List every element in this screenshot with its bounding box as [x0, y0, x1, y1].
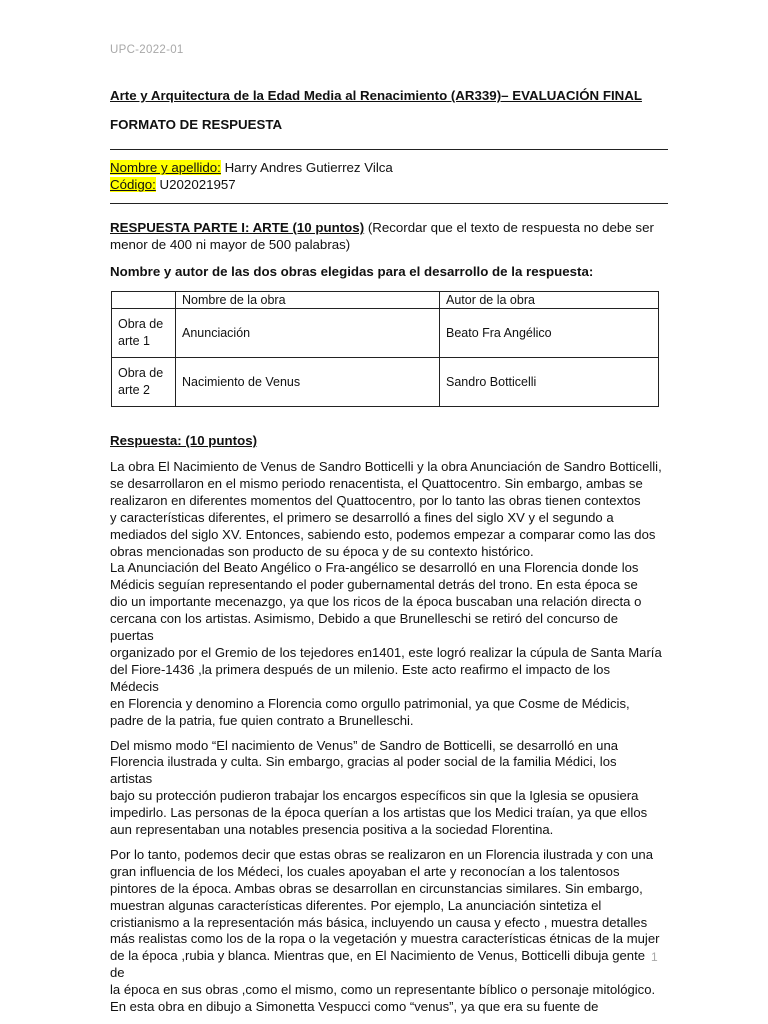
row-label — [112, 358, 176, 407]
work-author: Sandro Botticelli — [440, 358, 659, 407]
code-value: U202021957 — [155, 177, 236, 192]
paragraph: La obra El Nacimiento de Venus de Sandro Botticelli y la obra Anunciación de Sandro Botticelli, se desarrollaron en el mismo periodo renacentista, el Quattocentro. Sin embargo, ambas se realizaron en diferentes momentos del Quattocentro, por lo tanto las obras tienen contextos y características diferentes, el primero se desarrolló a fines del siglo XV y el segundo a mediados del siglo XV. Entonces, sabiendo esto, podemos empezar a comparar como las dos obras mencionadas son producto de su época y de su contexto histórico. — [110, 459, 662, 559]
student-code-line — [110, 176, 393, 193]
table-row — [112, 309, 659, 358]
row-label-line: arte 1 — [118, 334, 150, 348]
paragraph: La Anunciación del Beato Angélico o Fra-angélico se desarrolló en una Florencia donde los Médicis seguían representando el poder gubernamental detrás del trono. En esta época se dio un importante mecenazgo, ya que los ricos de la época buscaban una relación directa o cercana con los artistas. Asimismo, Debido a que Brunelleschi se retiró del concurso de puertas organizado por el Gremio de los tejedores en1401, este logró realizar la cúpula de Santa María del Fiore-1436 ,la primera después de un milenio. Este acto reafirmo el impacto de los Médecis en Florencia y denomino a Florencia como orgullo patrimonial, ya que Cosme de Médicis, padre de la patria, fue quien contrato a Brunelleschi. — [110, 560, 662, 728]
student-info — [110, 159, 393, 193]
paragraph: Por lo tanto, podemos decir que estas obras se realizaron en un Florencia ilustrada y con una gran influencia de los Médeci, los cuales apoyaban el arte y reconocían a los talentosos pintores de la época. Ambas obras se desarrollan en circunstancias similares. Sin embargo, muestran algunas características diferentes. Por ejemplo, La anunciación sintetiza el cristianismo a la representación más básica, incluyendo un causa y efecto , muestra detalles más realistas como los de la ropa o la vegetación y muestra características étnicas de la mujer de la época ,rubia y blanca. Mientras que, en El Nacimiento de Venus, Botticelli dibuja gente de la época en sus obras ,como el mismo, como un representante bíblico o personaje mitológico. En esta obra en dibujo a Simonetta Vespucci como “venus”, ya que era su fuente de — [110, 846, 660, 1015]
part1-note: (Recordar que el texto de respuesta no debe ser menor de 400 ni mayor de 500 palabras) — [110, 220, 654, 252]
divider-top — [110, 149, 668, 150]
work-author: Beato Fra Angélico — [440, 309, 659, 358]
row-label-line: Obra de — [118, 366, 164, 380]
works-table — [111, 291, 659, 407]
name-label: Nombre y apellido: — [110, 160, 221, 175]
paragraph: Del mismo modo “El nacimiento de Venus” de Sandro de Botticelli, se desarrolló en una Florencia ilustrada y culta. Sin embargo, gracias al poder social de la familia Médici, los artistas bajo su protección pudieron trabajar los encargos específicos sin que la Iglesia se opusiera impedirlo. Las personas de la época querían a los artistas que los Medici traían, ya que ellos aun representaban una notables presencia positiva a la sociedad Florentina. — [110, 737, 648, 838]
table-header-cell: Autor de la obra — [440, 292, 659, 309]
works-label: Nombre y autor de las dos obras elegidas para el desarrollo de la respuesta: — [110, 264, 594, 279]
student-name-line — [110, 159, 393, 176]
header-code: UPC-2022-01 — [110, 44, 184, 56]
part1-heading — [110, 219, 670, 253]
table-header-cell — [112, 292, 176, 309]
response-body — [110, 459, 662, 1024]
page-number: 1 — [651, 950, 658, 964]
row-label-line: Obra de — [118, 317, 164, 331]
work-name: Nacimiento de Venus — [176, 358, 440, 407]
part1-title: RESPUESTA PARTE I: ARTE (10 puntos) — [110, 220, 365, 235]
row-label — [112, 309, 176, 358]
row-label-line: arte 2 — [118, 383, 150, 397]
document-title: Arte y Arquitectura de la Edad Media al Renacimiento (AR339)– EVALUACIÓN FINAL — [110, 88, 642, 103]
document-subtitle: FORMATO DE RESPUESTA — [110, 117, 283, 132]
table-row — [112, 358, 659, 407]
table-header-row — [112, 292, 659, 309]
divider-bottom — [110, 203, 668, 204]
response-heading: Respuesta: (10 puntos) — [110, 433, 258, 448]
code-label: Código: — [110, 177, 156, 192]
name-value: Harry Andres Gutierrez Vilca — [220, 160, 393, 175]
work-name: Anunciación — [176, 309, 440, 358]
table-header-cell: Nombre de la obra — [176, 292, 440, 309]
